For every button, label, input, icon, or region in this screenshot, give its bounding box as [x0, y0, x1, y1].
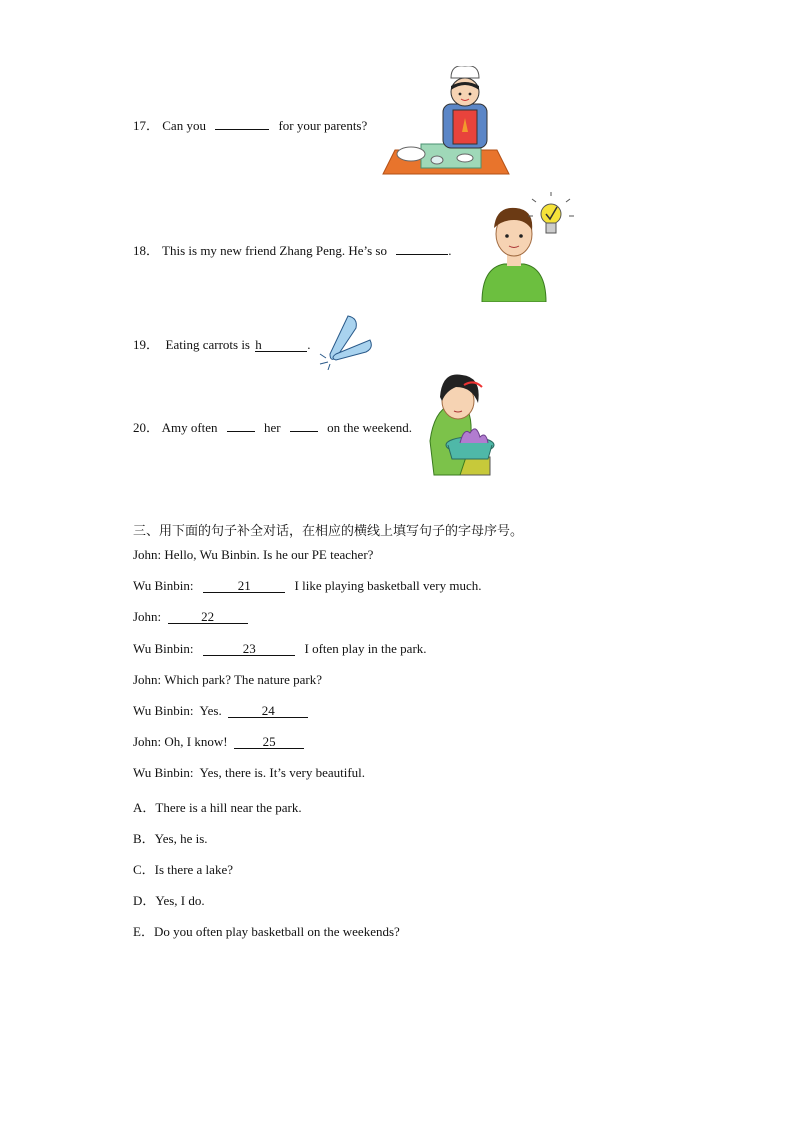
carrots-picture — [318, 310, 374, 370]
option-text: Yes, I do. — [155, 893, 205, 908]
speaker: Wu Binbin: — [133, 703, 194, 718]
dialogue-line — [133, 609, 248, 625]
speaker: John: — [133, 609, 162, 624]
dialogue-text: Oh, I know! — [164, 734, 228, 749]
option-b — [133, 828, 208, 847]
question-20 — [133, 417, 412, 436]
question-number: 19． — [133, 337, 160, 352]
question-text: Amy often — [161, 420, 218, 435]
option-text: Yes, he is. — [154, 831, 208, 846]
clever-boy-lightbulb-picture — [474, 192, 574, 302]
speaker: Wu Binbin: — [133, 641, 194, 656]
question-text: . — [307, 337, 311, 352]
speaker: John: — [133, 734, 162, 749]
question-text: This is my new friend Zhang Peng. He’s so — [162, 243, 387, 258]
dialogue-line — [133, 547, 373, 563]
option-a — [133, 797, 302, 816]
dialogue-line — [133, 765, 365, 781]
answer-blank-22[interactable]: 22 — [168, 610, 248, 624]
speaker: Wu Binbin: — [133, 578, 194, 593]
dialogue-line — [133, 734, 304, 750]
dialogue-text: I like playing basketball very much. — [294, 578, 482, 593]
option-c — [133, 859, 233, 878]
option-letter: C． — [133, 862, 155, 877]
answer-blank[interactable] — [215, 129, 269, 130]
dialogue-text: Hello, Wu Binbin. Is he our PE teacher? — [164, 547, 374, 562]
dialogue-text: I often play in the park. — [304, 641, 427, 656]
dialogue-line — [133, 703, 308, 719]
question-number: 17． — [133, 118, 160, 133]
speaker: Wu Binbin: — [133, 765, 194, 780]
question-19 — [133, 334, 311, 353]
answer-blank-24[interactable]: 24 — [228, 704, 308, 718]
dialogue-line — [133, 641, 427, 657]
section-heading: 三、用下面的句子补全对话，在相应的横线上填写句子的字母序号。 — [133, 524, 524, 539]
question-number: 20． — [133, 420, 160, 435]
question-text: Can you — [162, 118, 206, 133]
answer-blank[interactable]: h — [255, 338, 307, 352]
dialogue-text: Which park? The nature park? — [164, 672, 323, 687]
option-d — [133, 890, 205, 909]
answer-blank-2[interactable] — [290, 431, 318, 432]
question-18 — [133, 240, 451, 259]
option-e — [133, 921, 400, 940]
answer-blank-23[interactable]: 23 — [203, 642, 295, 656]
question-text: on the weekend. — [327, 420, 412, 435]
question-text: her — [264, 420, 281, 435]
option-text: Is there a lake? — [154, 862, 233, 877]
answer-blank-25[interactable]: 25 — [234, 735, 304, 749]
option-letter: D． — [133, 893, 156, 908]
option-letter: A． — [133, 800, 156, 815]
question-text: . — [448, 243, 452, 258]
dialogue-text: Yes. — [199, 703, 222, 718]
speaker: John: — [133, 547, 162, 562]
dialogue-line — [133, 578, 482, 594]
option-letter: B． — [133, 831, 155, 846]
dialogue-text: Yes, there is. It’s very beautiful. — [199, 765, 366, 780]
chef-boy-cooking-picture — [381, 66, 511, 179]
option-text: There is a hill near the park. — [155, 800, 302, 815]
option-text: Do you often play basketball on the weekends? — [153, 924, 400, 939]
speaker: John: — [133, 672, 162, 687]
answer-blank-1[interactable] — [227, 431, 255, 432]
answer-blank[interactable] — [396, 254, 448, 255]
question-text: for your parents? — [278, 118, 368, 133]
question-17 — [133, 115, 367, 134]
question-text: Eating carrots is — [165, 337, 250, 352]
option-letter: E． — [133, 924, 154, 939]
girl-washing-clothes-picture — [424, 371, 504, 477]
dialogue-line — [133, 672, 322, 688]
question-number: 18． — [133, 243, 160, 258]
answer-blank-21[interactable]: 21 — [203, 579, 285, 593]
